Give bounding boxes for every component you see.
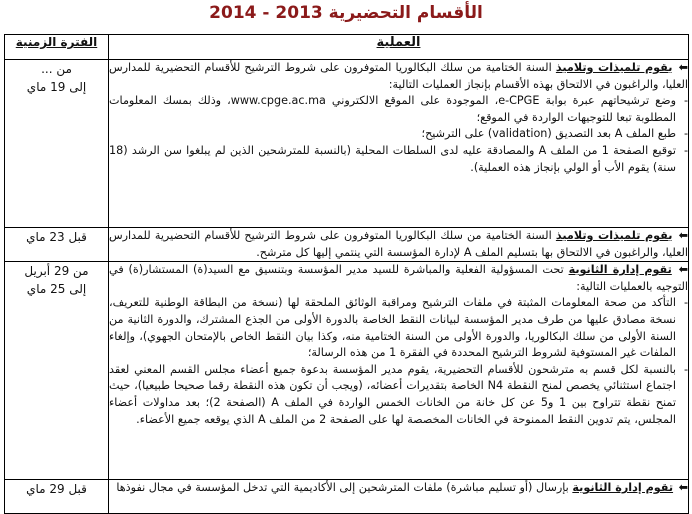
table-row <box>5 480 689 514</box>
schedule-table <box>4 34 689 514</box>
header-row <box>5 35 689 60</box>
row-lead <box>109 480 688 497</box>
arrow-icon: ⬅ <box>678 229 688 242</box>
list-item: - توقيع الصفحة 1 من الملف A والمصادقة عليه لدى السلطات المحلية (بالنسبة للمترشحين الذين لم يبلغوا سن الرشد (18 سنة) يقوم الأب أو الولي بإنجاز هذه العملية). <box>109 143 688 174</box>
row-lead <box>109 262 688 295</box>
list-item: - طبع الملف A بعد التصديق (validation) على الترشيح؛ <box>421 127 688 141</box>
row-lead-text: السنة الختامية من سلك البكالوريا المتوفرون على شروط الترشيح للأقسام التحضيرية للمدارس العليا، والراغبون في الالتحاق بها بتسليم الملف A لإدارة المؤسسة التي ينتمي إليها كل مترشح. <box>109 229 688 259</box>
table-row <box>5 60 689 228</box>
arrow-icon: ⬅ <box>678 481 688 495</box>
operation-cell <box>109 262 689 480</box>
row-lead-text: السنة الختامية من سلك البكالوريا المتوفرون على شروط الترشيح للأقسام التحضيرية للمدارس العليا، والراغبون في الالتحاق بهذه الأقسام بإنجاز العمليات التالية: <box>109 61 688 91</box>
operation-cell <box>109 60 689 228</box>
period-cell: من ... إلى 19 ماي <box>5 60 109 228</box>
period-cell: قبل 23 ماي <box>5 228 109 262</box>
operation-cell <box>109 228 689 262</box>
list-item: - وضع ترشيحاتهم عبرة بوابة e-CPGE، الموجودة على الموقع الالكتروني www.cpge.ac.ma، وذلك بمسك المعلومات المطلوبة تبعا للتوجيهات الواردة في الموقع؛ <box>109 94 688 124</box>
header-operation: العملية <box>109 35 689 60</box>
list-item: - التأكد من صحة المعلومات المثبتة في ملفات الترشيح ومراقبة الوثائق الملحقة لها (نسخة من البطاقة الوطنية للتعريف، نسخة مصادق عليها من طرف مدير المؤسسة لبيانات النقط الخاصة بالدورة الأولى من الجذع المشترك، والدورة الثانية من السنة الأولى من سلك البكالوريا، والدورة الأولى من السنة الختامية منه، وكذا بيان النقط الخاص بالإمتحان الجهوي)، وإلغاء الملفات غير المستوفية لشروط الترشيح المحددة في الفقرة 1 من هذه الرسالة؛ <box>109 296 688 360</box>
table-row <box>5 228 689 262</box>
row-lead-text: بإرسال (أو تسليم مباشرة) ملفات المترشحين إلى الأكاديمية التي تدخل المؤسسة في مجال نفوذها <box>116 481 569 495</box>
arrow-icon: ⬅ <box>678 263 689 277</box>
row-lead-bold: تقوم إدارة الثانوية <box>572 481 674 495</box>
period-cell: قبل 29 ماي <box>5 480 109 514</box>
page-title: الأقسام التحضيرية 2013 - 2014 <box>209 3 483 23</box>
arrow-icon: ⬅ <box>678 61 688 74</box>
row-lead-bold: يقوم تلميذات وتلاميذ <box>555 61 673 74</box>
row-lead-bold: تقوم إدارة الثانوية <box>568 263 672 277</box>
row-lead <box>109 60 688 93</box>
operation-cell <box>109 480 689 514</box>
list-item: - بالنسبة لكل قسم به مترشحون للأقسام التحضيرية، يقوم مدير المؤسسة بدعوة جميع أعضاء مجلس القسم المعني لعقد اجتماع استثنائي يخصص لمنح النقطة N4 الخاصة بتقديرات أعضائه، (ويجب أن تكون هذه النقطة رقما صحيحا طبيعيا)، حيث تمنح نقطة تتراوح بين 1 و5 عن كل خانة من الخانات الخمس الواردة في الملف A (الصفحة 2)؛ بعد مداولات أعضاء المجلس، يتم تدوين النقط الممنوحة في الخانات المخصصة لها على الصفحة 2 من الملف A الذي يوقعه جميع الأعضاء. <box>109 362 688 426</box>
row-lead-text: تحت المسؤولية الفعلية والمباشرة للسيد مدير المؤسسة وبتنسيق مع السيد(ة) المستشار(ة) في التوجيه بالعمليات التالية: <box>109 263 688 293</box>
table-row <box>5 262 689 480</box>
row-lead <box>109 228 688 261</box>
header-period: الفترة الزمنية <box>5 35 109 60</box>
row-lead-bold: يقوم تلميذات وتلاميذ <box>555 229 673 242</box>
period-cell: من 29 أبريل إلى 25 ماي <box>5 262 109 480</box>
